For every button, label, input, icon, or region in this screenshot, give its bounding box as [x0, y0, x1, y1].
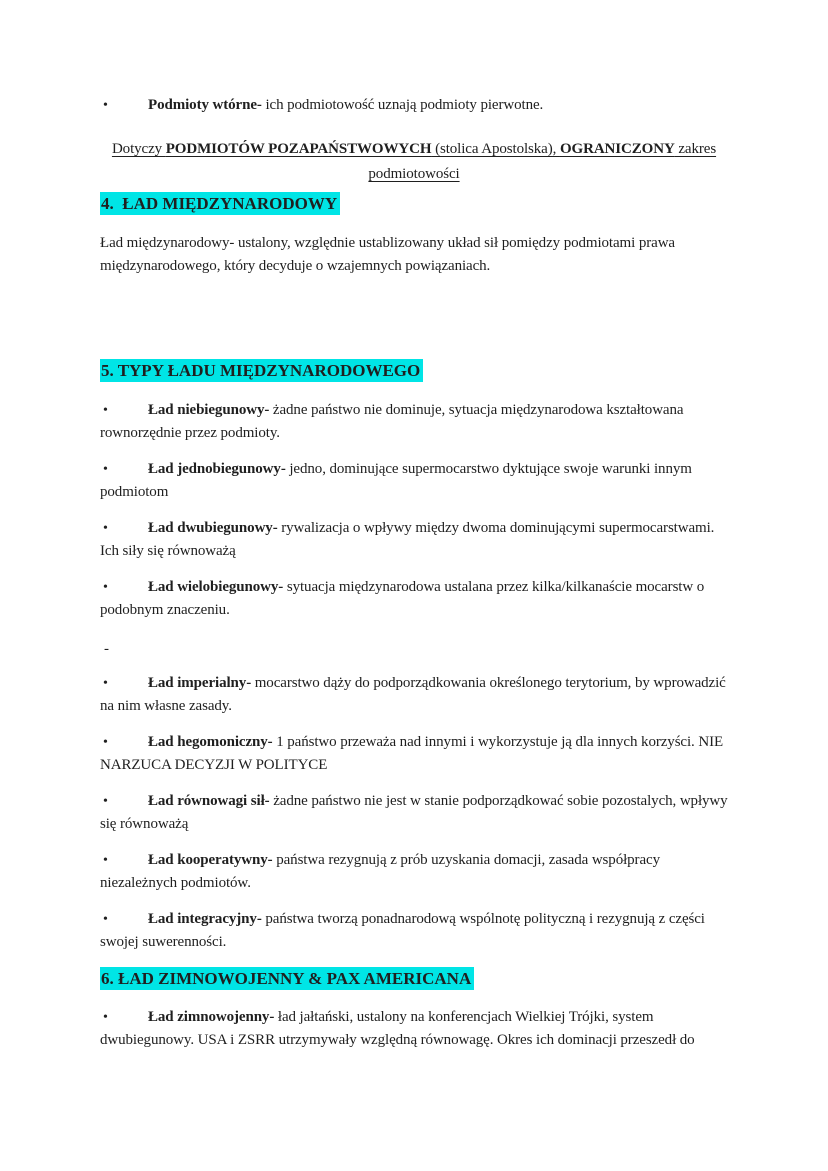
bullet-item-podmioty-wtorne — [100, 94, 728, 117]
bullet-term: Ład niebiegunowy- — [148, 402, 270, 418]
bullet-text: żadne państwo nie jest w stanie podporządkować sobie pozostalych, wpływy się równoważą — [100, 793, 728, 832]
highlighted-heading-text: 5. TYPY ŁADU MIĘDZYNARODOWEGO — [100, 359, 423, 382]
section-heading-6 — [100, 967, 728, 991]
bullet-dot: • — [103, 912, 108, 927]
bullet-term: Ład hegomoniczny- — [148, 734, 273, 750]
highlighted-heading-text: 4. ŁAD MIĘDZYNARODOWY — [100, 192, 340, 215]
document-content — [100, 0, 728, 1065]
bullet-text: mocarstwo dąży do podporządkowania określonego terytorium, by wprowadzić na nim własne zasady. — [100, 675, 726, 714]
bullet-term: Ład zimnowojenny- — [148, 1009, 275, 1025]
bullet-dot: • — [103, 1010, 108, 1025]
bullet-dot: • — [103, 735, 108, 750]
bullet-term: Ład wielobiegunowy- — [148, 579, 284, 595]
bullet-item-wielobiegunowy — [100, 576, 728, 622]
bullet-text: jedno, dominujące supermocarstwo dyktujące swoje warunki innym podmiotom — [100, 461, 692, 500]
bullet-item-imperialny — [100, 672, 728, 718]
section-heading-4 — [100, 192, 728, 216]
bullet-dot: • — [103, 853, 108, 868]
highlighted-heading-text: 6. ŁAD ZIMNOWOJENNY & PAX AMERICANA — [100, 967, 474, 990]
bullet-item-jednobiegunowy — [100, 458, 728, 504]
bullet-text: 1 państwo przeważa nad innymi i wykorzystuje ją dla innych korzyści. NIE NARZUCA DECYZJI W POLITYCE — [100, 734, 724, 773]
bullet-dot: • — [103, 676, 108, 691]
bullet-text: sytuacja międzynarodowa ustalana przez kilka/kilkanaście mocarstw o podobnym znaczeniu. — [100, 579, 705, 618]
bullet-dot: • — [103, 403, 108, 418]
section4-paragraph: Ład międzynarodowy- ustalony, względnie ustablizowany układ sił pomiędzy podmiotami prawa międzynarodowego, który decyduje o wzajemnych powiązaniach. — [100, 235, 675, 274]
stray-dash: - — [104, 641, 109, 657]
bullet-text: ład jałtański, ustalony na konferencjach Wielkiej Trójki, system dwubiegunowy. USA i ZSRR utrzymywały względną równowagę. Okres ich dominacji przeszedł do — [100, 1009, 695, 1048]
bullet-text: państwa tworzą ponadnarodową wspólnotę polityczną i rezygnują z części swojej suwerenności. — [100, 911, 705, 950]
bullet-term: Ład jednobiegunowy- — [148, 461, 286, 477]
bullet-text: państwa rezygnują z prób uzyskania domacji, zasada współpracy niezależnych podmiotów. — [100, 852, 660, 891]
scope-note-line2: podmiotowości — [368, 166, 460, 182]
bullet-item-dwubiegunowy — [100, 517, 728, 563]
scope-note-line1: Dotyczy PODMIOTÓW POZAPAŃSTWOWYCH (stolica Apostolska), OGRANICZONY zakres — [111, 141, 717, 157]
bullet-item-zimnowojenny — [100, 1006, 728, 1052]
bullet-dot: • — [103, 462, 108, 477]
bullet-term: Ład równowagi sił- — [148, 793, 270, 809]
bullet-item-niebiegunowy — [100, 399, 728, 445]
bullet-dot: • — [103, 98, 108, 113]
bullet-text: żadne państwo nie dominuje, sytuacja międzynarodowa kształtowana rownorzędnie przez podmioty. — [100, 402, 684, 441]
bullet-dot: • — [103, 580, 108, 595]
bullet-item-kooperatywny — [100, 849, 728, 895]
bullet-item-rownowagi-sil — [100, 790, 728, 836]
section-heading-5 — [100, 359, 728, 383]
bullet-dot: • — [103, 794, 108, 809]
bullet-text: ich podmiotowość uznają podmioty pierwotne. — [261, 97, 544, 113]
bullet-item-hegomoniczny — [100, 731, 728, 777]
bullet-term: Ład imperialny- — [148, 675, 252, 691]
bullet-item-integracyjny — [100, 908, 728, 954]
bullet-dot: • — [103, 521, 108, 536]
bullet-text: rywalizacja o wpływy między dwoma dominującymi supermocarstwami. Ich siły się równoważą — [100, 520, 715, 559]
bullet-term: Ład integracyjny- — [148, 911, 262, 927]
bullet-term: Podmioty wtórne- — [148, 97, 262, 113]
bullet-term: Ład dwubiegunowy- — [148, 520, 278, 536]
scope-note — [100, 137, 728, 187]
bullet-term: Ład kooperatywny- — [148, 852, 273, 868]
